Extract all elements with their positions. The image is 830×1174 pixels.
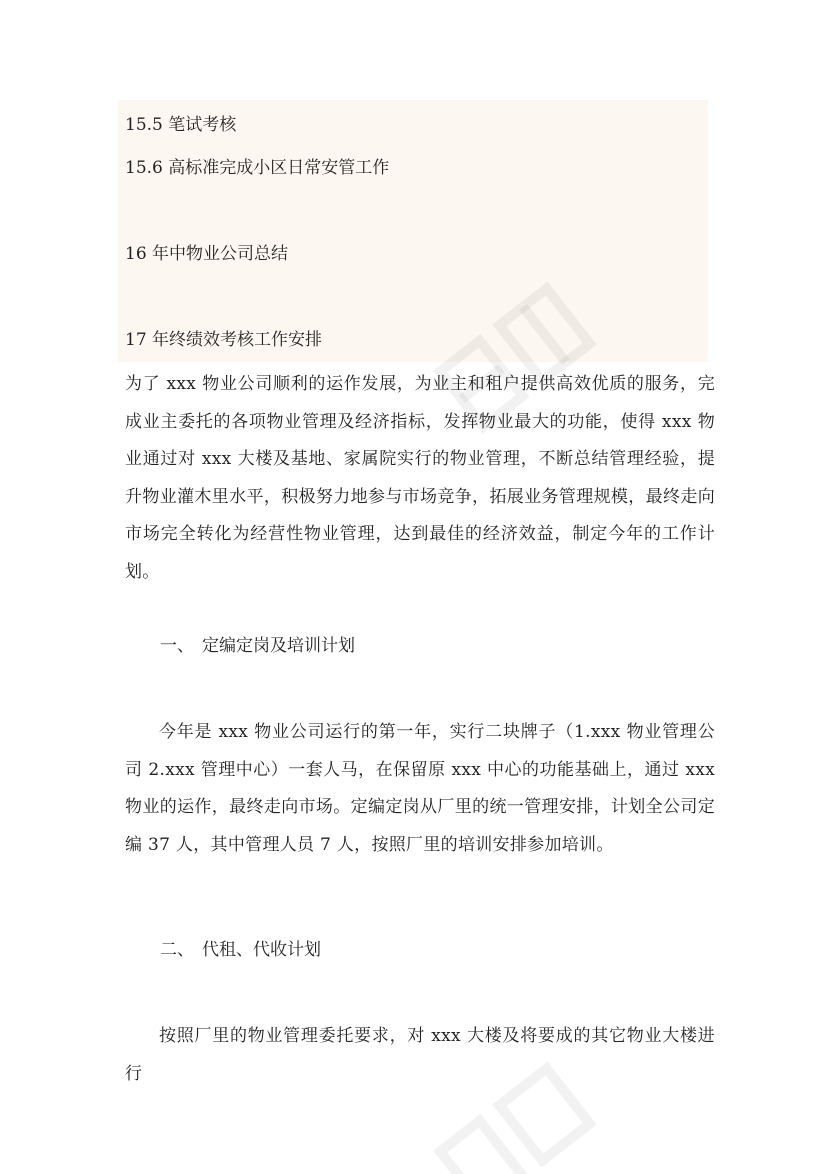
watermark-graphic-bottom bbox=[430, 1060, 610, 1174]
section-1-heading bbox=[160, 635, 355, 657]
section-2-title: 代租、代收计划 bbox=[202, 940, 321, 960]
section-2-number: 二、 bbox=[160, 940, 194, 960]
intro-paragraph: 为了 xxx 物业公司顺利的运作发展，为业主和租户提供高效优质的服务，完成业主委托的各项物业管理及经济指标，发挥物业最大的功能，使得 xxx 物业通过对 xxx 大楼及基地、家属院实行的物业管理，不断总结管理经验，提升物业灌木里水平，积极努力地参与市场竞争，拓展业务管理规模，最终走向市场完全转化为经营性物业管理，达到最佳的经济效益，制定今年的工作计划。 bbox=[125, 374, 715, 582]
toc-item-16: 16 年中物业公司总结 bbox=[125, 244, 289, 264]
section-1-title: 定编定岗及培训计划 bbox=[202, 636, 355, 656]
section-1-paragraph: 今年是 xxx 物业公司运行的第一年，实行二块牌子（1.xxx 物业管理公司 2.xxx 管理中心）一套人马，在保留原 xxx 中心的功能基础上，通过 xxx 物业的运作，最终走向市场。定编定岗从厂里的统一管理安排，计划全公司定编 37 人，其中管理人员 7 人，按照厂里的培训安排参加培训。 bbox=[125, 722, 715, 855]
watermark-graphic bbox=[430, 280, 610, 440]
toc-highlight-band bbox=[118, 100, 708, 362]
toc-item-15-6: 15.6 高标准完成小区日常安管工作 bbox=[125, 158, 390, 178]
section-1-number: 一、 bbox=[160, 636, 194, 656]
toc-item-17: 17 年终绩效考核工作安排 bbox=[125, 330, 323, 350]
toc-item-15-5: 15.5 笔试考核 bbox=[125, 115, 237, 135]
section-2-heading bbox=[160, 939, 321, 961]
section-2-paragraph: 按照厂里的物业管理委托要求，对 xxx 大楼及将要成的其它物业大楼进行 bbox=[125, 1026, 715, 1084]
